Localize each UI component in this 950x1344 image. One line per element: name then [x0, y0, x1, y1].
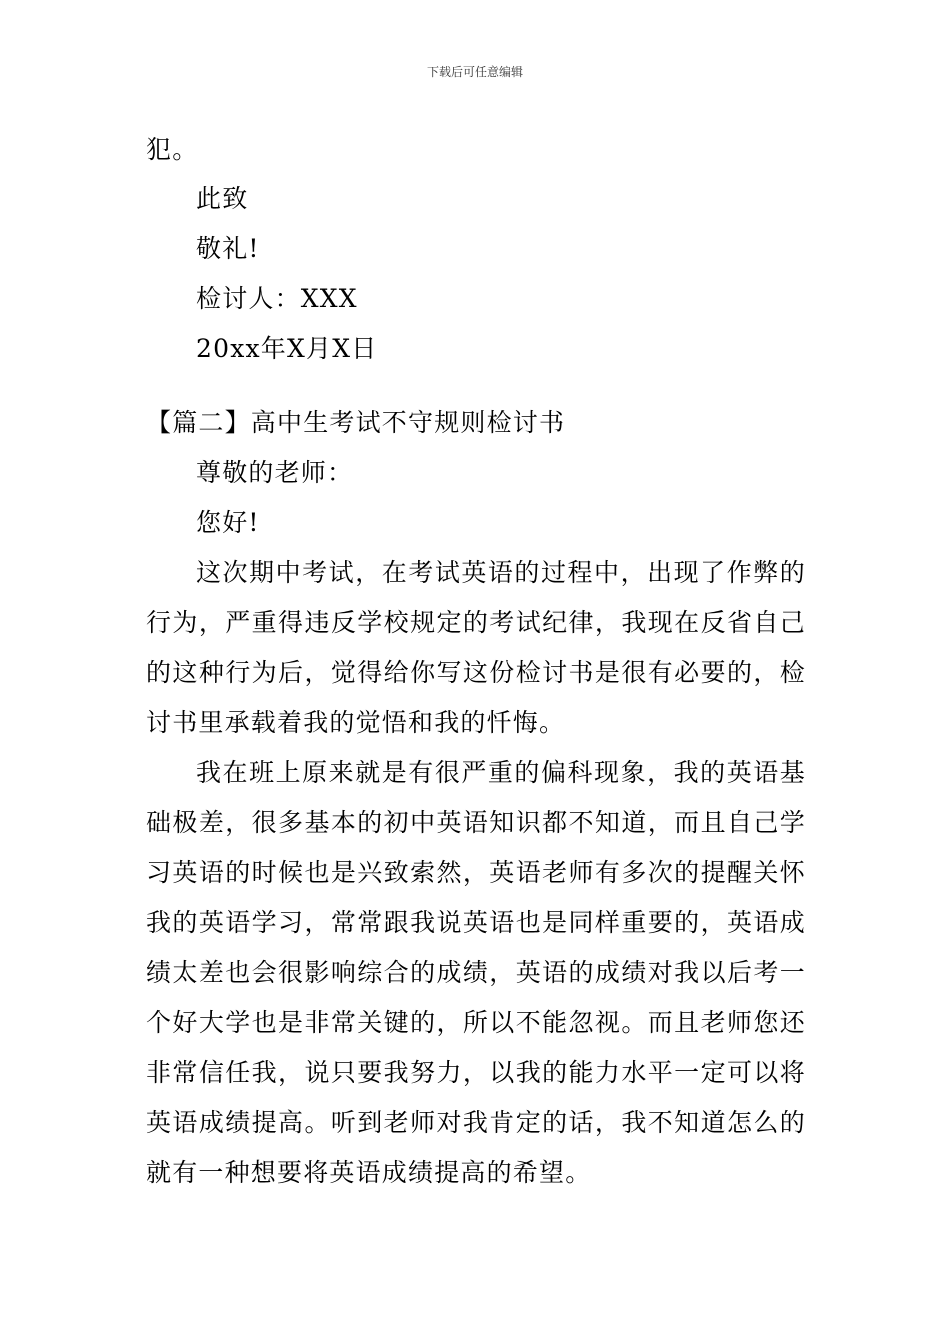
paragraph-1-line: 行为，严重得违反学校规定的考试纪律，我现在反省自己 [146, 608, 806, 637]
greeting: 您好! [196, 508, 260, 537]
paragraph-2-line: 我的英语学习，常常跟我说英语也是同样重要的，英语成 [146, 908, 806, 937]
salutation: 尊敬的老师： [196, 458, 354, 487]
paragraph-2-line: 个好大学也是非常关键的，所以不能忽视。而且老师您还 [146, 1008, 806, 1037]
closing-line-2: 敬礼! [196, 234, 260, 263]
closing-line-1: 此致 [196, 184, 249, 213]
letter-fragment: 犯。 [146, 135, 199, 164]
paragraph-1-line: 的这种行为后，觉得给你写这份检讨书是很有必要的，检 [146, 658, 806, 687]
paragraph-1-line: 讨书里承载着我的觉悟和我的忏悔。 [146, 708, 566, 737]
paragraph-2-line: 础极差，很多基本的初中英语知识都不知道，而且自己学 [146, 808, 806, 837]
paragraph-2-line: 绩太差也会很影响综合的成绩，英语的成绩对我以后考一 [146, 958, 806, 987]
page-header: 下载后可任意编辑 [426, 65, 523, 79]
paragraph-2-line: 英语成绩提高。听到老师对我肯定的话，我不知道怎么的 [146, 1108, 806, 1137]
paragraph-2-line: 我在班上原来就是有很严重的偏科现象，我的英语基 [196, 758, 806, 787]
date-line: 20xx年X月X日 [196, 334, 378, 363]
paragraph-1-line: 这次期中考试，在考试英语的过程中，出现了作弊的 [196, 558, 806, 587]
paragraph-2-line: 就有一种想要将英语成绩提高的希望。 [146, 1158, 592, 1187]
signature-line: 检讨人：XXX [196, 284, 358, 313]
paragraph-2-line: 习英语的时候也是兴致索然，英语老师有多次的提醒关怀 [146, 858, 806, 887]
section-title: 【篇二】高中生考试不守规则检讨书 [146, 408, 566, 437]
paragraph-2-line: 非常信任我，说只要我努力，以我的能力水平一定可以将 [146, 1058, 806, 1087]
